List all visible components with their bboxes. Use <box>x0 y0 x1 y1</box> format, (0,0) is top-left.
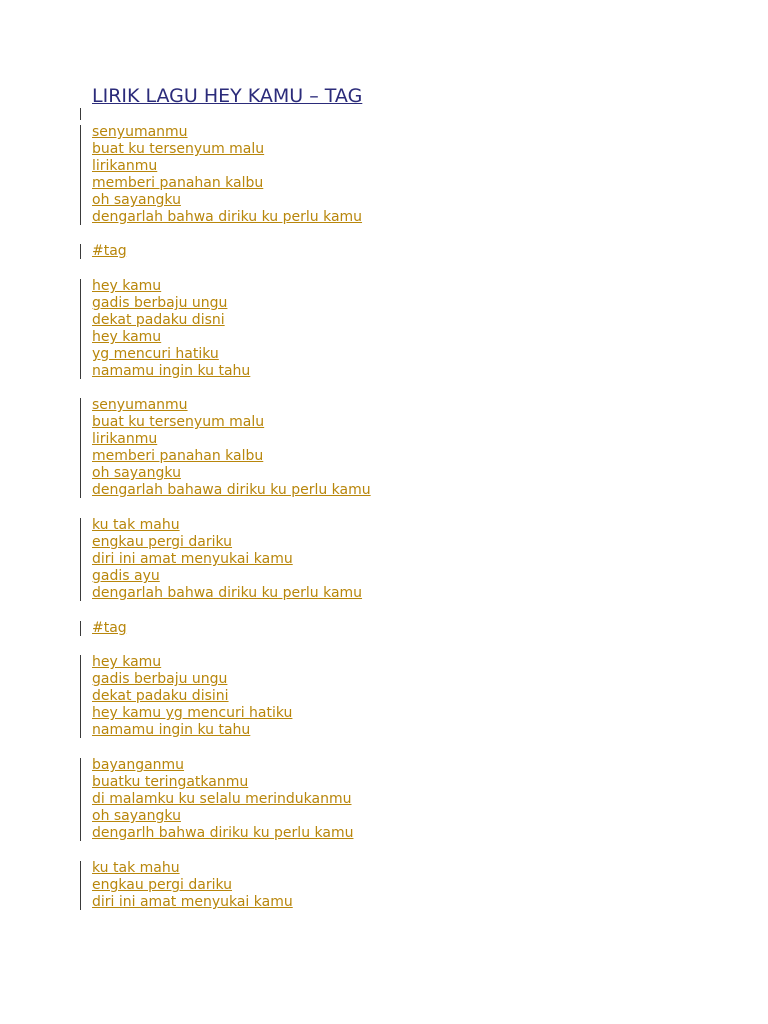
change-bar <box>80 108 81 120</box>
lyric-line: gadis berbaju ungu <box>92 671 228 687</box>
lyric-line: #tag <box>92 243 127 259</box>
change-bar <box>80 244 81 259</box>
lyric-line: memberi panahan kalbu <box>92 175 264 191</box>
lyric-line: buat ku tersenyum malu <box>92 414 265 430</box>
lyric-line: namamu ingin ku tahu <box>92 722 251 738</box>
stanza-6-tag <box>92 620 127 637</box>
lyric-line: yg mencuri hatiku <box>92 346 219 362</box>
lyric-line: buat ku tersenyum malu <box>92 141 265 157</box>
lyric-line: dengarlah bahwa diriku ku perlu kamu <box>92 209 363 225</box>
stanza-2-tag <box>92 243 127 260</box>
lyric-line: dengarlh bahwa diriku ku perlu kamu <box>92 825 354 841</box>
lyric-line: oh sayangku <box>92 808 181 824</box>
lyric-line: hey kamu <box>92 329 162 345</box>
change-bar <box>80 621 81 636</box>
lyric-line: di malamku ku selalu merindukanmu <box>92 791 352 807</box>
lyric-line: hey kamu <box>92 278 162 294</box>
lyric-line: bayanganmu <box>92 757 185 773</box>
lyric-line: memberi panahan kalbu <box>92 448 264 464</box>
stanza-7 <box>92 654 292 739</box>
lyric-line: lirikanmu <box>92 158 158 174</box>
lyric-line: buatku teringatkanmu <box>92 774 249 790</box>
change-bar <box>80 398 81 498</box>
change-bar <box>80 758 81 841</box>
change-bar <box>80 655 81 738</box>
lyric-line: ku tak mahu <box>92 860 180 876</box>
stanza-5 <box>92 517 362 602</box>
lyric-line: engkau pergi dariku <box>92 877 233 893</box>
lyric-line: dekat padaku disini <box>92 688 229 704</box>
lyric-line: dengarlah bahawa diriku ku perlu kamu <box>92 482 371 498</box>
lyric-line: oh sayangku <box>92 192 181 208</box>
stanza-8 <box>92 757 353 842</box>
lyric-line: namamu ingin ku tahu <box>92 363 251 379</box>
lyric-line: engkau pergi dariku <box>92 534 233 550</box>
stanza-9 <box>92 860 293 911</box>
stanza-1 <box>92 124 362 226</box>
page-title: LIRIK LAGU HEY KAMU – TAG <box>92 85 363 107</box>
lyric-line: #tag <box>92 620 127 636</box>
lyric-line: senyumanmu <box>92 124 188 140</box>
stanza-3 <box>92 278 250 380</box>
lyric-line: oh sayangku <box>92 465 181 481</box>
lyric-line: senyumanmu <box>92 397 188 413</box>
lyric-line: diri ini amat menyukai kamu <box>92 894 293 910</box>
lyric-line: gadis berbaju ungu <box>92 295 228 311</box>
change-bar <box>80 861 81 910</box>
lyric-line: hey kamu <box>92 654 162 670</box>
lyric-line: gadis ayu <box>92 568 160 584</box>
lyric-line: lirikanmu <box>92 431 158 447</box>
lyric-line: dengarlah bahwa diriku ku perlu kamu <box>92 585 363 601</box>
stanza-4 <box>92 397 371 499</box>
change-bar <box>80 125 81 225</box>
change-bar <box>80 279 81 379</box>
lyric-line: hey kamu yg mencuri hatiku <box>92 705 293 721</box>
lyric-line: dekat padaku disni <box>92 312 225 328</box>
change-bar <box>80 518 81 601</box>
lyric-line: diri ini amat menyukai kamu <box>92 551 293 567</box>
lyric-line: ku tak mahu <box>92 517 180 533</box>
